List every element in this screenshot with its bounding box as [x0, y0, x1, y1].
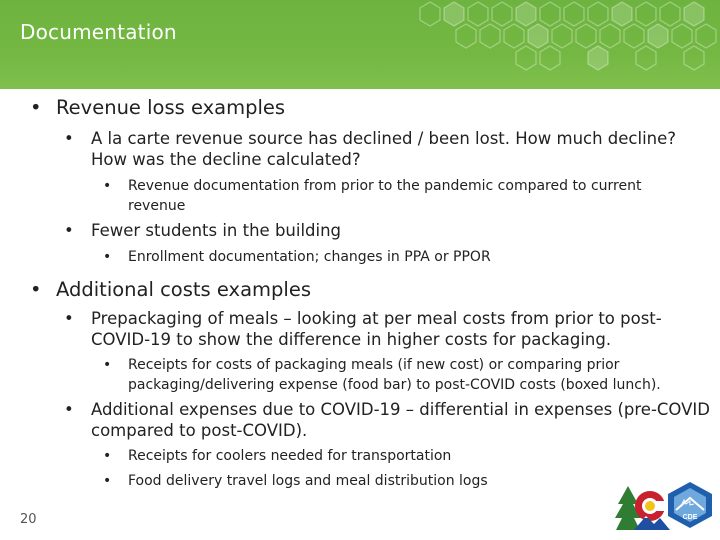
bullet-line: COVID-19 to show the difference in higher costs for packaging.: [91, 330, 612, 349]
bullet-dot: •: [103, 357, 112, 373]
bullet-line: A la carte revenue source has declined / been lost. How much decline?: [91, 129, 677, 148]
bullet-dot: •: [103, 178, 112, 194]
slide-title: Documentation: [20, 20, 177, 44]
bullet-dot: •: [103, 448, 112, 464]
cde-logo-text: CDE: [682, 514, 698, 521]
bullet-text: Additional costs examples: [56, 278, 311, 301]
bullet-line: Enrollment documentation; changes in PPA or PPOR: [128, 249, 491, 265]
cde-logo: [664, 480, 716, 530]
bullet-line: revenue: [128, 198, 186, 214]
bullet-dot: •: [103, 249, 112, 265]
bullet-line: Additional expenses due to COVID-19 – differential in expenses (pre-COVID: [91, 400, 710, 419]
hexagon-pattern-decoration: [400, 0, 720, 89]
bullet-text: Revenue loss examples: [56, 96, 286, 119]
bullet-line: Receipts for costs of packaging meals (if new cost) or comparing prior: [128, 357, 620, 373]
bullet-dot: •: [64, 221, 74, 240]
bullet-line: Fewer students in the building: [91, 221, 342, 240]
bullet-dot: •: [64, 129, 74, 148]
bullet-dot: •: [30, 278, 42, 301]
bullet-line: Revenue documentation from prior to the pandemic compared to current: [128, 178, 642, 194]
bullet-line: How was the decline calculated?: [91, 150, 361, 169]
bullet-line: Prepackaging of meals – looking at per meal costs from prior to post-: [91, 309, 662, 328]
bullet-dot: •: [64, 309, 74, 328]
page-number: 20: [20, 512, 37, 527]
bullet-dot: •: [103, 473, 112, 489]
slide-header: [0, 0, 720, 89]
bullet-dot: •: [30, 96, 42, 119]
bullet-line: packaging/delivering expense (food bar) to post-COVID costs (boxed lunch).: [128, 377, 661, 393]
bullet-line: Food delivery travel logs and meal distribution logs: [128, 473, 488, 489]
bullet-line: Receipts for coolers needed for transportation: [128, 448, 452, 464]
bullet-dot: •: [64, 400, 74, 419]
bullet-line: compared to post-COVID).: [91, 421, 308, 440]
